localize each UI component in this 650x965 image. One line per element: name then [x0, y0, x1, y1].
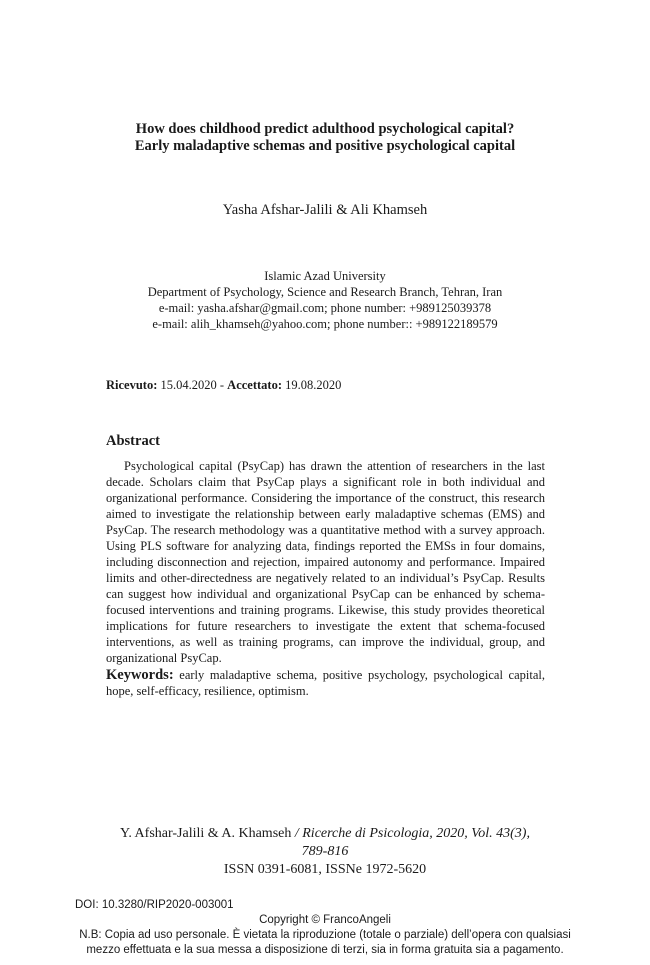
- usage-notice-line-2: mezzo effettuata e la sua messa a disposizione di terzi, sia in forma gratuita sia a pagamento.: [86, 944, 564, 956]
- usage-notice-line-1: N.B: Copia ad uso personale. È vietata la riproduzione (totale o parziale) dell’opera con qualsiasi: [79, 929, 571, 941]
- citation-pages: 789-816: [301, 844, 349, 859]
- received-date: 15.04.2020: [160, 378, 217, 392]
- doi: DOI: 10.3280/RIP2020-003001: [75, 899, 234, 911]
- copyright: Copyright © FrancoAngeli: [259, 914, 391, 926]
- university: Islamic Azad University: [264, 269, 386, 283]
- abstract-body: [106, 458, 545, 666]
- article-title: [0, 121, 650, 155]
- date-separator: -: [219, 378, 225, 392]
- authors: Yasha Afshar-Jalili & Ali Khamseh: [222, 202, 428, 218]
- accepted-label: Accettato:: [227, 378, 282, 392]
- abstract-text: Psychological capital (PsyCap) has drawn the attention of researchers in the last decade. Scholars claim that PsyCap plays a significant role in both individual and organizational performance. Considering the importance of the construct, this research aimed to investigate the relationship between early maladaptive schemas (EMS) and PsyCap. The research methodology was a quantitative method with a survey approach. Using PLS software for analyzing data, findings reported the EMSs in four domains, including disconnection and rejection, impaired autonomy and performance. Impaired limits and other-directedness are negatively related to an individual’s PsyCap. Results can suggest how individual and organizational PsyCap can be enhanced by schema-focused interventions and training programs. Likewise, this study provides theoretical implications for future researchers to investigate the extent that schema-focused interventions, as well as training programs, can improve the individual, group, and organizational PsyCap.: [106, 459, 545, 665]
- abstract-heading: Abstract: [106, 433, 160, 449]
- keywords-label: Keywords:: [106, 667, 174, 683]
- title-line-1: How does childhood predict adulthood psychological capital?: [135, 121, 515, 137]
- usage-notice: [0, 928, 650, 958]
- citation-line-1: [0, 825, 650, 843]
- affiliation: [0, 268, 650, 332]
- title-line-2: Early maladaptive schemas and positive psychological capital: [134, 138, 516, 154]
- accepted-date: 19.08.2020: [285, 378, 342, 392]
- contact-2: e-mail: alih_khamseh@yahoo.com; phone number:: +989122189579: [152, 317, 498, 331]
- received-label: Ricevuto:: [106, 378, 158, 392]
- citation-journal: / Ricerche di Psicologia, 2020, Vol. 43(3),: [294, 826, 530, 841]
- citation-issn: ISSN 0391-6081, ISSNe 1972-5620: [223, 862, 427, 877]
- keywords-text: early maladaptive schema, positive psychology, psychological capital, hope, self-efficacy, resilience, optimism.: [106, 668, 545, 698]
- citation: [0, 825, 650, 879]
- submission-dates: [106, 378, 341, 393]
- citation-authors: Y. Afshar-Jalili & A. Khamseh: [120, 826, 292, 841]
- contact-1: e-mail: yasha.afshar@gmail.com; phone number: +989125039378: [158, 301, 492, 315]
- citation-line-2: [0, 843, 650, 861]
- keywords: [106, 667, 545, 699]
- department: Department of Psychology, Science and Research Branch, Tehran, Iran: [147, 285, 503, 299]
